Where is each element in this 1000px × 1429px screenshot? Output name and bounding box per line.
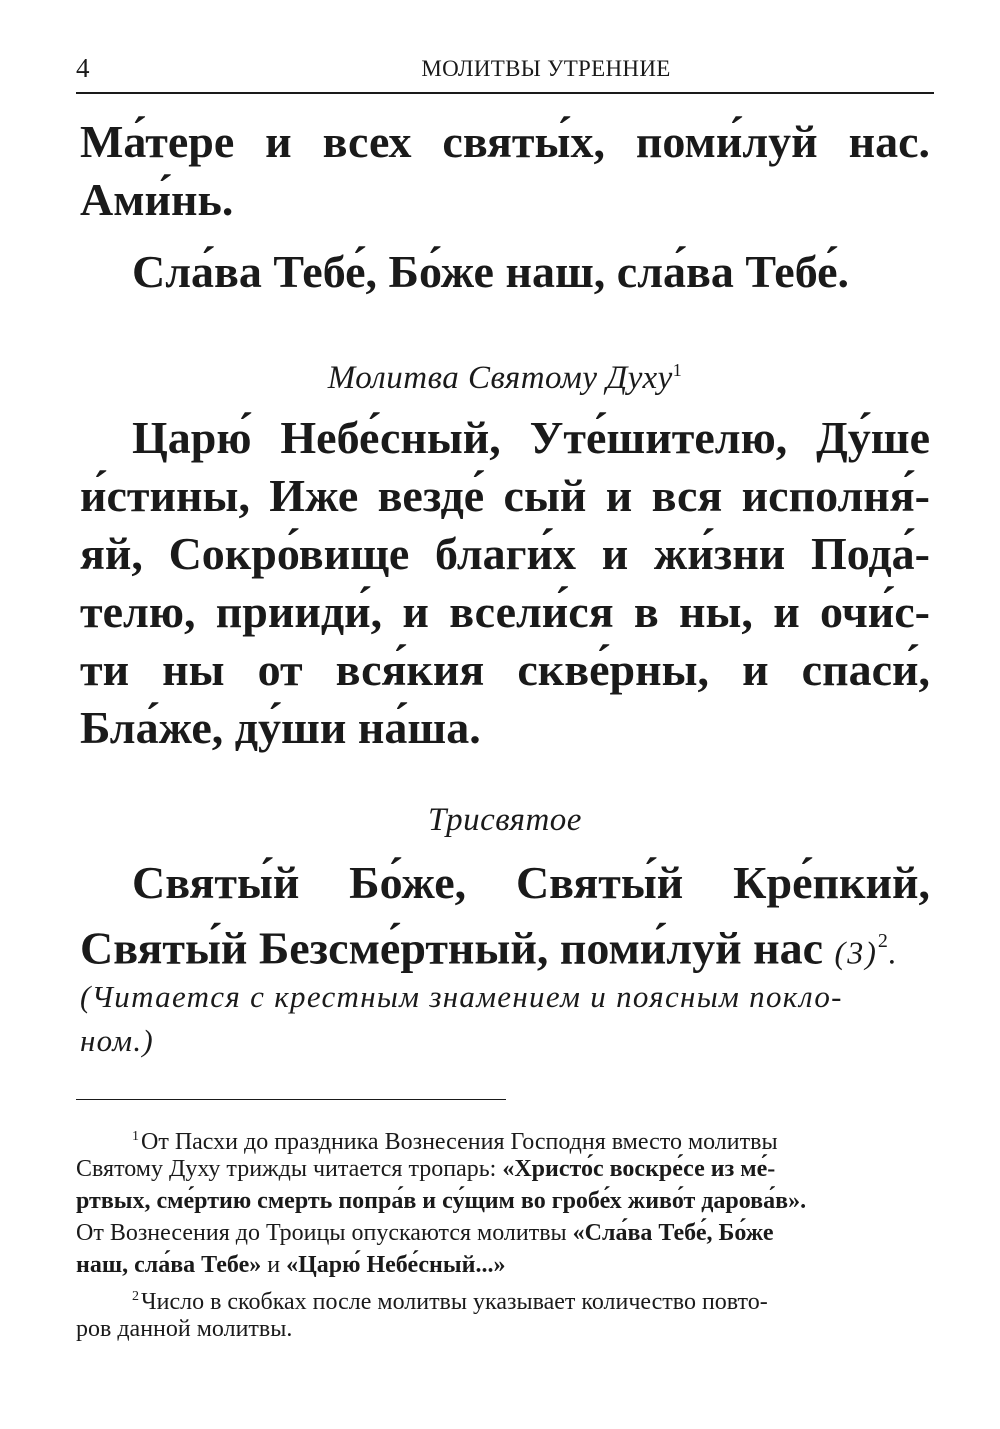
footnote-rule [76,1099,506,1100]
holy-spirit-line-6: Бла́же, ду́ши на́ша. [80,702,481,753]
footnote-1-line-2 [76,1153,932,1185]
footnote-ref-1: 1 [672,360,683,380]
trisagion-note-line-1: (Читается с крестным знамением и поясным покло- [80,979,843,1014]
footnote-1-line-4 [76,1217,932,1249]
trisagion-line-2-text: Святы́й Безсме́ртный, поми́луй нас [80,922,824,974]
footnote-2-line-2: ров данной молитвы. [76,1316,293,1342]
opening-line-1: Ма́тере и всех святы́х, поми́луй нас. [80,116,930,167]
footnote-1-text-5b: и [261,1252,287,1278]
footnote-2-mark: 2 [132,1289,139,1304]
footnote-1-text-1: От Пасхи до праздника Вознесения Господня вместо молитвы [141,1129,778,1155]
holy-spirit-line-4: телю, прииди́, и всели́ся в ны, и очи́с- [80,586,930,637]
footnote-1-text-5a: наш, сла́ва Тебе» [76,1252,262,1278]
holy-spirit-line-1: Царю́ Небе́сный, Уте́шителю, Ду́ше [132,412,930,463]
footnote-2-line-1 [132,1281,932,1313]
footnote-ref-2: 2 [877,930,888,952]
holy-spirit-line-2: и́стины, Иже везде́ сый и вся исполня́- [80,470,930,521]
footnote-1-text-3: ртвых, сме́ртию смерть попра́в и су́щим во гробе́х живо́т дарова́в». [76,1188,807,1214]
running-head: МОЛИТВЫ УТРЕННИЕ [421,56,671,81]
footnote-1-line-3 [76,1185,932,1217]
trisagion-title: Трисвятое [428,802,582,838]
footnote-1-text-4b: «Сла́ва Тебе́, Бо́же [572,1220,774,1246]
glory-line: Сла́ва Тебе́, Бо́же наш, сла́ва Тебе́. [132,246,850,297]
holy-spirit-title-text: Молитва Святому Духу [327,360,673,396]
footnote-1-text-2b: «Христо́с воскре́се из ме́- [502,1156,776,1182]
repeat-count: (3) [834,934,878,971]
opening-line-2: Ами́нь. [80,174,234,225]
footnote-1-text-5c: «Царю́ Небе́сный...» [286,1252,506,1278]
page-number: 4 [76,53,90,83]
footnote-1-line-5 [76,1249,932,1281]
trisagion-line-2 [80,911,930,974]
trisagion-end-punct: . [887,934,896,971]
holy-spirit-title [80,350,930,396]
footnote-2-text-1: Число в скобках после молитвы указывает количество повто- [141,1289,768,1315]
footnote-1-text-4a: От Вознесения до Троицы опускаются молитвы [76,1220,573,1246]
holy-spirit-line-3: яй, Сокро́вище благи́х и жи́зни Пода́- [80,528,930,579]
footnote-1-text-2a: Святому Духу трижды читается тропарь: [76,1156,503,1182]
footnote-1-line-1 [132,1121,932,1153]
trisagion-line-1: Святы́й Бо́же, Святы́й Кре́пкий, [132,857,930,908]
footnote-1-mark: 1 [132,1129,139,1144]
page-header [76,52,934,88]
trisagion-note-line-2: ном.) [80,1023,155,1058]
header-rule [76,92,934,94]
holy-spirit-line-5: ти ны от вся́кия скве́рны, и спаси́, [80,644,930,695]
